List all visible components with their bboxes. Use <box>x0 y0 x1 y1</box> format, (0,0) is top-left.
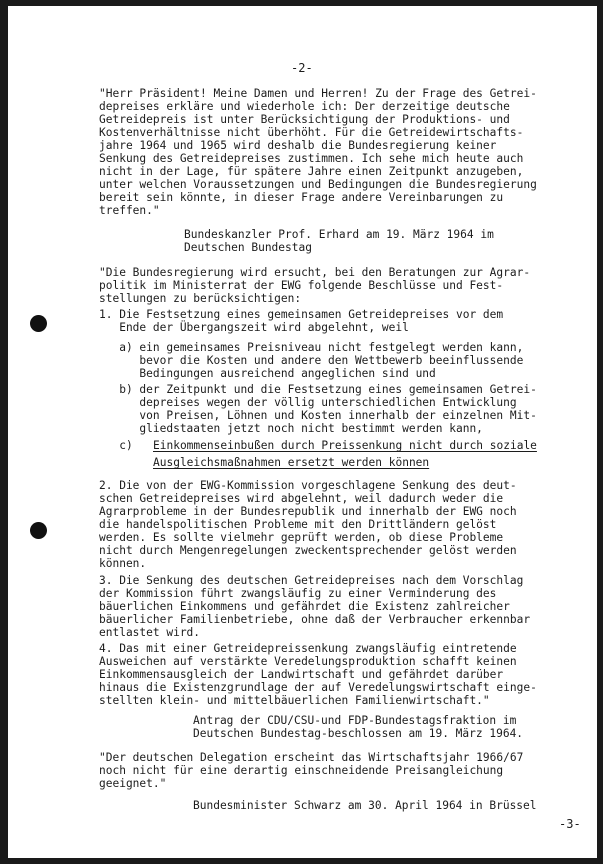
text-line: nicht in der Lage, für spätere Jahre einen Zeitpunkt anzugeben, <box>99 165 524 178</box>
item-4: stellten klein- und mittelbäuerlichen Familienwirtschaft." <box>99 694 490 707</box>
text-line: Kostenverhältnisse nicht überhöht. Für die Getreidewirtschafts- <box>99 126 524 139</box>
item-1b: gliedstaaten jetzt noch nicht bestimmt werden kann, <box>99 422 483 435</box>
resolution-attribution: Antrag der CDU/CSU-und FDP-Bundestagsfraktion im <box>193 714 517 727</box>
item-1c: Ausgleichsmaßnahmen ersetzt werden können <box>153 456 430 469</box>
item-1: Ende der Übergangszeit wird abgelehnt, weil <box>99 321 409 334</box>
item-2: schen Getreidepreises wird abgelehnt, weil dadurch weder die <box>99 492 504 505</box>
item-3: der Kommission führt zwangsläufig zu einer Verminderung des <box>99 587 497 600</box>
page-number: -2- <box>291 61 313 75</box>
item-1b: depreises wegen der völlig unterschiedlichen Entwicklung <box>99 396 517 409</box>
item-1a: bevor die Kosten und andere den Wettbewerb beeinflussende <box>99 354 524 367</box>
text-line: "Herr Präsident! Meine Damen und Herren! Zu der Frage des Getrei- <box>99 87 537 100</box>
text-line: bereit sein könnte, in dieser Frage andere Vereinbarungen zu <box>99 191 504 204</box>
erhard-attribution: Deutschen Bundestag <box>184 241 312 254</box>
item-4: Ausweichen auf verstärkte Veredelungsproduktion schafft keinen <box>99 655 517 668</box>
resolution-intro: politik im Ministerrat der EWG folgende Beschlüsse und Fest- <box>99 279 504 292</box>
resolution-attribution: Deutschen Bundestag-beschlossen am 19. März 1964. <box>193 727 524 740</box>
item-2: können. <box>99 557 147 570</box>
item-2: 2. Die von der EWG-Kommission vorgeschlagene Senkung des deut- <box>99 479 517 492</box>
punch-hole-upper <box>30 315 47 332</box>
item-4: hinaus die Existenzgrundlage der auf Veredelungswirtschaft einge- <box>99 681 537 694</box>
document-page <box>8 6 597 858</box>
item-1a: Bedingungen ausreichend angeglichen sind und <box>99 367 436 380</box>
item-2: nicht durch Mengenregelungen zweckentsprechender gelöst werden <box>99 544 517 557</box>
item-2: werden. Es sollte vielmehr geprüft werden, ob diese Probleme <box>99 531 504 544</box>
text-line: Senkung des Getreidepreises zustimmen. Ich sehe mich heute auch <box>99 152 524 165</box>
text-line: treffen." <box>99 204 160 217</box>
text-line: Getreidepreis ist unter Berücksichtigung der Produktions- und <box>99 113 510 126</box>
item-3: 3. Die Senkung des deutschen Getreidepreises nach dem Vorschlag <box>99 574 524 587</box>
item-1b: von Preisen, Löhnen und Kosten innerhalb der einzelnen Mit- <box>99 409 537 422</box>
item-1b: b) der Zeitpunkt und die Festsetzung eines gemeinsamen Getrei- <box>99 383 537 396</box>
delegation-quote: noch nicht für eine derartig einschneidende Preisangleichung <box>99 764 504 777</box>
item-3: entlastet wird. <box>99 626 201 639</box>
item-4: Einkommensausgleich der Landwirtschaft und gefährdet darüber <box>99 668 504 681</box>
erhard-attribution: Bundeskanzler Prof. Erhard am 19. März 1964 im <box>184 228 494 241</box>
item-2: die handelspolitischen Probleme mit den Drittländern gelöst <box>99 518 497 531</box>
resolution-intro: "Die Bundesregierung wird ersucht, bei den Beratungen zur Agrar- <box>99 266 531 279</box>
item-1a: a) ein gemeinsames Preisniveau nicht festgelegt werden kann, <box>99 341 524 354</box>
text-line: unter welchen Voraussetzungen und Bedingungen die Bundesregierung <box>99 178 537 191</box>
item-2: Agrarprobleme in der Bundesrepublik und innerhalb der EWG noch <box>99 505 517 518</box>
next-page-marker: -3- <box>559 817 581 831</box>
delegation-quote: geeignet." <box>99 777 167 790</box>
item-1: 1. Die Festsetzung eines gemeinsamen Getreidepreises vor dem <box>99 308 504 321</box>
item-3: bäuerlicher Familienbetriebe, ohne daß der Verbraucher erkennbar <box>99 613 531 626</box>
text-line: jahre 1964 und 1965 wird deshalb die Bundesregierung keiner <box>99 139 497 152</box>
punch-hole-lower <box>30 522 47 539</box>
item-1c-marker: c) <box>99 439 140 452</box>
item-4: 4. Das mit einer Getreidepreissenkung zwangsläufig eintretende <box>99 642 517 655</box>
delegation-quote: "Der deutschen Delegation erscheint das Wirtschaftsjahr 1966/67 <box>99 751 524 764</box>
item-1c: Einkommenseinbußen durch Preissenkung nicht durch soziale <box>153 439 537 452</box>
schwarz-attribution: Bundesminister Schwarz am 30. April 1964 in Brüssel <box>193 799 537 812</box>
text-line: depreises erkläre und wiederhole ich: Der derzeitige deutsche <box>99 100 510 113</box>
item-3: bäuerlichen Einkommens und gefährdet die Existenz zahlreicher <box>99 600 510 613</box>
resolution-intro: stellungen zu berücksichtigen: <box>99 292 302 305</box>
